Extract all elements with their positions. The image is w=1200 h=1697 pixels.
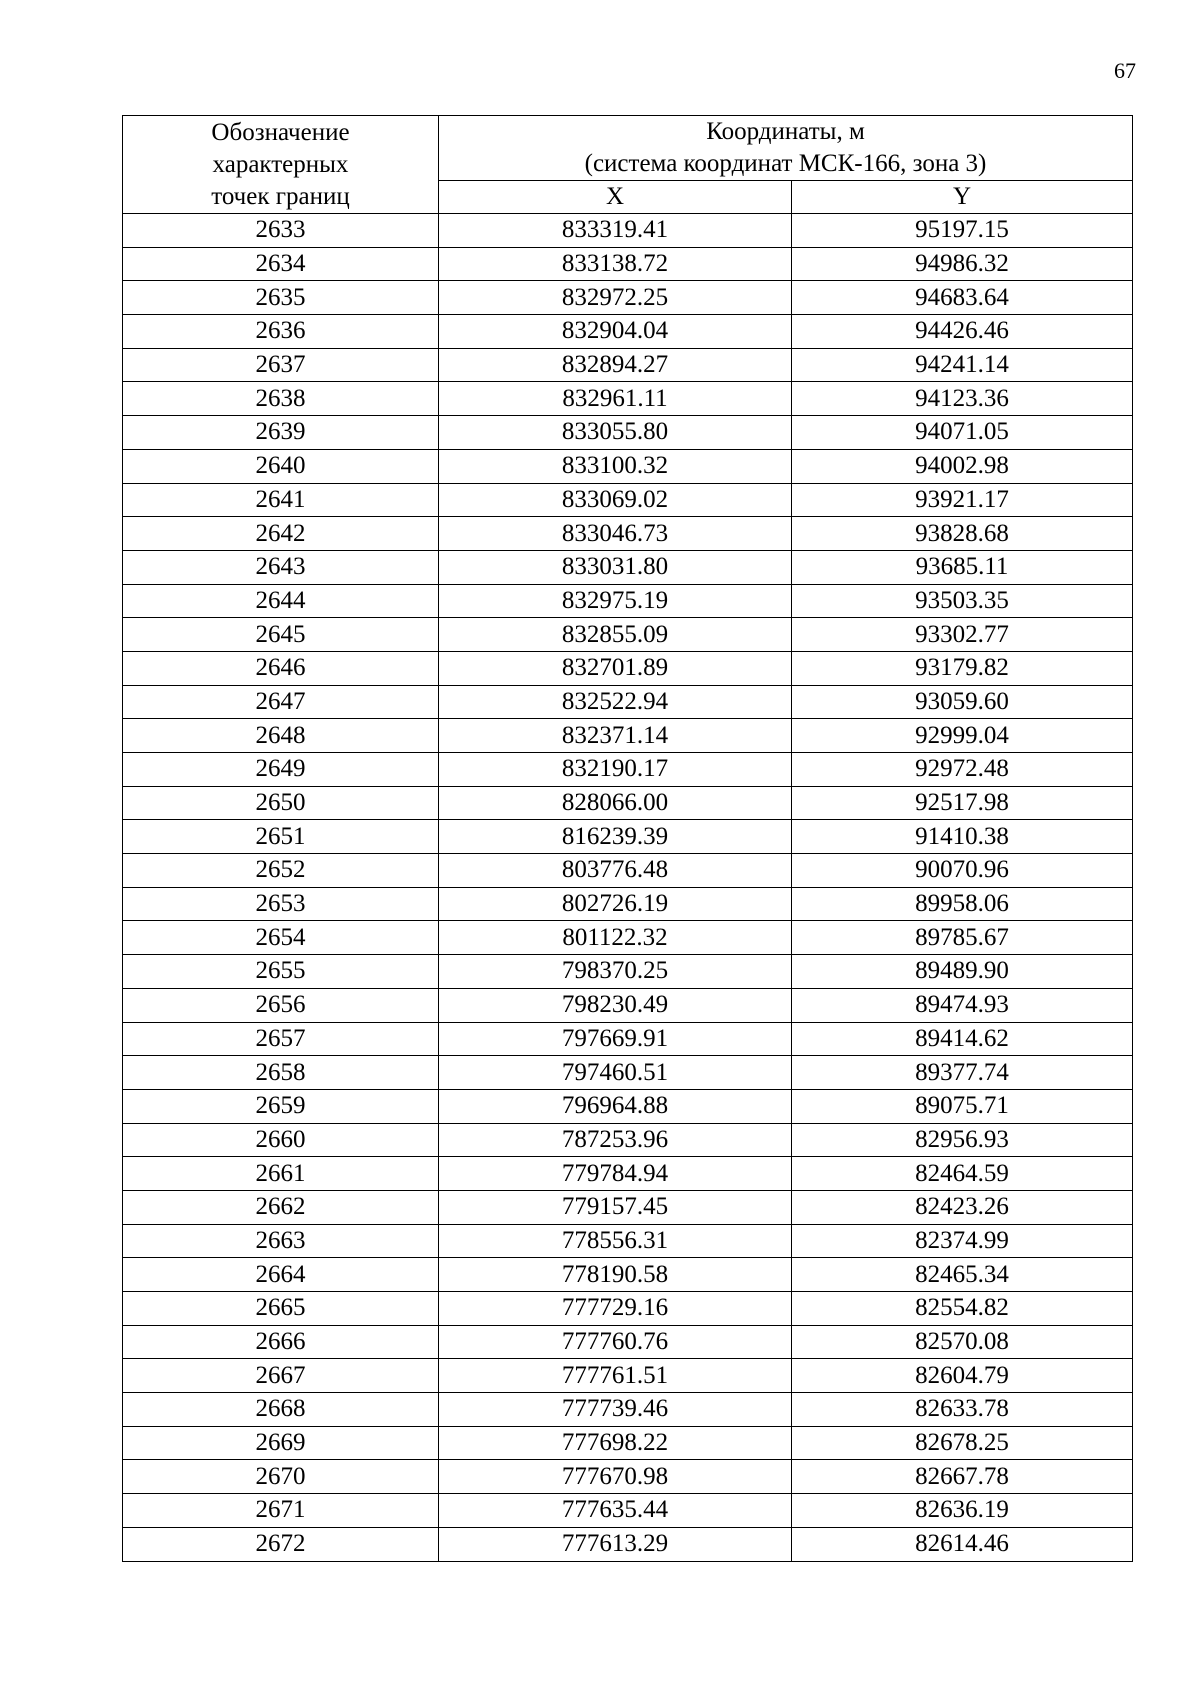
y-cell: 93302.77: [792, 618, 1133, 652]
x-cell: 777761.51: [439, 1359, 792, 1393]
point-cell: 2639: [123, 416, 439, 450]
x-cell: 816239.39: [439, 820, 792, 854]
y-cell: 89785.67: [792, 921, 1133, 955]
table-row: [123, 988, 1133, 1022]
y-cell: 82464.59: [792, 1157, 1133, 1191]
table-row: [123, 786, 1133, 820]
table-row: [123, 685, 1133, 719]
table-row: [123, 1190, 1133, 1224]
x-cell: 833055.80: [439, 416, 792, 450]
point-cell: 2672: [123, 1527, 439, 1561]
x-cell: 833319.41: [439, 214, 792, 248]
y-cell: 92517.98: [792, 786, 1133, 820]
y-cell: 94426.46: [792, 315, 1133, 349]
point-cell: 2657: [123, 1022, 439, 1056]
y-cell: 82956.93: [792, 1123, 1133, 1157]
x-cell: 779784.94: [439, 1157, 792, 1191]
y-cell: 94241.14: [792, 348, 1133, 382]
table-row: [123, 1426, 1133, 1460]
x-cell: 778190.58: [439, 1258, 792, 1292]
point-cell: 2643: [123, 550, 439, 584]
point-cell: 2649: [123, 753, 439, 787]
page-number: 67: [1114, 58, 1136, 83]
y-cell: 90070.96: [792, 854, 1133, 888]
point-cell: 2638: [123, 382, 439, 416]
coordinates-table: [122, 115, 1133, 1562]
point-cell: 2654: [123, 921, 439, 955]
y-cell: 82570.08: [792, 1325, 1133, 1359]
point-cell: 2666: [123, 1325, 439, 1359]
table-row: [123, 719, 1133, 753]
table-body: [123, 214, 1133, 1562]
x-cell: 833100.32: [439, 449, 792, 483]
y-cell: 94071.05: [792, 416, 1133, 450]
table-row: [123, 887, 1133, 921]
x-cell: 798370.25: [439, 955, 792, 989]
y-cell: 89414.62: [792, 1022, 1133, 1056]
x-cell: 779157.45: [439, 1190, 792, 1224]
y-cell: 89958.06: [792, 887, 1133, 921]
point-cell: 2644: [123, 584, 439, 618]
y-cell: 89489.90: [792, 955, 1133, 989]
point-cell: 2637: [123, 348, 439, 382]
x-cell: 787253.96: [439, 1123, 792, 1157]
y-cell: 82554.82: [792, 1292, 1133, 1326]
y-cell: 93921.17: [792, 483, 1133, 517]
x-cell: 777635.44: [439, 1494, 792, 1528]
y-cell: 82614.46: [792, 1527, 1133, 1561]
point-cell: 2662: [123, 1190, 439, 1224]
x-cell: 833046.73: [439, 517, 792, 551]
table-row: [123, 753, 1133, 787]
table-row: [123, 1022, 1133, 1056]
point-cell: 2660: [123, 1123, 439, 1157]
x-cell: 832904.04: [439, 315, 792, 349]
y-cell: 93685.11: [792, 550, 1133, 584]
y-cell: 94002.98: [792, 449, 1133, 483]
point-cell: 2636: [123, 315, 439, 349]
point-cell: 2664: [123, 1258, 439, 1292]
table-row: [123, 1494, 1133, 1528]
y-cell: 89377.74: [792, 1056, 1133, 1090]
point-header-line: точек границ: [211, 182, 350, 210]
x-cell: 832371.14: [439, 719, 792, 753]
x-cell: 832961.11: [439, 382, 792, 416]
x-cell: 777760.76: [439, 1325, 792, 1359]
table-row: [123, 1292, 1133, 1326]
point-cell: 2642: [123, 517, 439, 551]
x-cell: 777739.46: [439, 1393, 792, 1427]
table-row: [123, 1123, 1133, 1157]
table-row: [123, 449, 1133, 483]
x-cell: 777613.29: [439, 1527, 792, 1561]
table-row: [123, 1258, 1133, 1292]
table-row: [123, 281, 1133, 315]
table-row: [123, 483, 1133, 517]
point-cell: 2665: [123, 1292, 439, 1326]
table-row: [123, 348, 1133, 382]
point-cell: 2669: [123, 1426, 439, 1460]
point-cell: 2640: [123, 449, 439, 483]
y-cell: 89474.93: [792, 988, 1133, 1022]
coordinates-header-line: Координаты, м: [706, 118, 865, 145]
point-cell: 2671: [123, 1494, 439, 1528]
point-cell: 2668: [123, 1393, 439, 1427]
table-row: [123, 618, 1133, 652]
point-cell: 2670: [123, 1460, 439, 1494]
x-cell: 832701.89: [439, 651, 792, 685]
x-cell: 833031.80: [439, 550, 792, 584]
table-row: [123, 584, 1133, 618]
y-cell: 82636.19: [792, 1494, 1133, 1528]
y-cell: 89075.71: [792, 1089, 1133, 1123]
point-cell: 2635: [123, 281, 439, 315]
table-row: [123, 1460, 1133, 1494]
table-row: [123, 921, 1133, 955]
y-cell: 92972.48: [792, 753, 1133, 787]
table-row: [123, 517, 1133, 551]
y-cell: 92999.04: [792, 719, 1133, 753]
table-row: [123, 1157, 1133, 1191]
coordinates-column-header: [439, 116, 1133, 181]
point-cell: 2633: [123, 214, 439, 248]
x-cell: 828066.00: [439, 786, 792, 820]
table-row: [123, 1325, 1133, 1359]
table-row: [123, 214, 1133, 248]
table-row: [123, 247, 1133, 281]
y-cell: 94683.64: [792, 281, 1133, 315]
x-column-header: X: [439, 181, 792, 214]
x-cell: 777729.16: [439, 1292, 792, 1326]
y-cell: 82678.25: [792, 1426, 1133, 1460]
x-cell: 777670.98: [439, 1460, 792, 1494]
point-column-header: [123, 116, 439, 214]
table-row: [123, 651, 1133, 685]
y-cell: 82465.34: [792, 1258, 1133, 1292]
x-cell: 801122.32: [439, 921, 792, 955]
y-column-header: Y: [792, 181, 1133, 214]
point-cell: 2645: [123, 618, 439, 652]
table-row: [123, 820, 1133, 854]
x-cell: 798230.49: [439, 988, 792, 1022]
table-row: [123, 416, 1133, 450]
point-cell: 2652: [123, 854, 439, 888]
x-cell: 832894.27: [439, 348, 792, 382]
y-cell: 93503.35: [792, 584, 1133, 618]
table-row: [123, 955, 1133, 989]
table-row: [123, 550, 1133, 584]
x-cell: 796964.88: [439, 1089, 792, 1123]
point-cell: 2648: [123, 719, 439, 753]
point-cell: 2663: [123, 1224, 439, 1258]
y-cell: 91410.38: [792, 820, 1133, 854]
point-cell: 2656: [123, 988, 439, 1022]
x-cell: 832190.17: [439, 753, 792, 787]
point-header-line: характерных: [212, 150, 349, 178]
point-cell: 2658: [123, 1056, 439, 1090]
point-cell: 2641: [123, 483, 439, 517]
x-cell: 833069.02: [439, 483, 792, 517]
y-cell: 82423.26: [792, 1190, 1133, 1224]
point-cell: 2651: [123, 820, 439, 854]
point-cell: 2650: [123, 786, 439, 820]
point-cell: 2646: [123, 651, 439, 685]
x-cell: 832975.19: [439, 584, 792, 618]
coordinates-header-line: (система координат МСК-166, зона 3): [584, 150, 987, 177]
table-row: [123, 382, 1133, 416]
x-cell: 802726.19: [439, 887, 792, 921]
table-row: [123, 315, 1133, 349]
table-row: [123, 1056, 1133, 1090]
x-cell: 797669.91: [439, 1022, 792, 1056]
y-cell: 94123.36: [792, 382, 1133, 416]
table-row: [123, 1393, 1133, 1427]
y-cell: 95197.15: [792, 214, 1133, 248]
y-cell: 82667.78: [792, 1460, 1133, 1494]
x-cell: 832522.94: [439, 685, 792, 719]
point-cell: 2659: [123, 1089, 439, 1123]
table-row: [123, 1089, 1133, 1123]
x-cell: 832972.25: [439, 281, 792, 315]
point-cell: 2647: [123, 685, 439, 719]
table-row: [123, 1359, 1133, 1393]
y-cell: 82633.78: [792, 1393, 1133, 1427]
y-cell: 82604.79: [792, 1359, 1133, 1393]
point-cell: 2653: [123, 887, 439, 921]
y-cell: 93179.82: [792, 651, 1133, 685]
point-cell: 2661: [123, 1157, 439, 1191]
point-header-line: Обозначение: [211, 118, 350, 146]
y-cell: 93828.68: [792, 517, 1133, 551]
table-row: [123, 1224, 1133, 1258]
table-row: [123, 1527, 1133, 1561]
point-cell: 2667: [123, 1359, 439, 1393]
x-cell: 778556.31: [439, 1224, 792, 1258]
x-cell: 803776.48: [439, 854, 792, 888]
x-cell: 777698.22: [439, 1426, 792, 1460]
y-cell: 93059.60: [792, 685, 1133, 719]
y-cell: 94986.32: [792, 247, 1133, 281]
point-cell: 2655: [123, 955, 439, 989]
point-cell: 2634: [123, 247, 439, 281]
table-row: [123, 854, 1133, 888]
x-cell: 797460.51: [439, 1056, 792, 1090]
x-cell: 833138.72: [439, 247, 792, 281]
x-cell: 832855.09: [439, 618, 792, 652]
y-cell: 82374.99: [792, 1224, 1133, 1258]
